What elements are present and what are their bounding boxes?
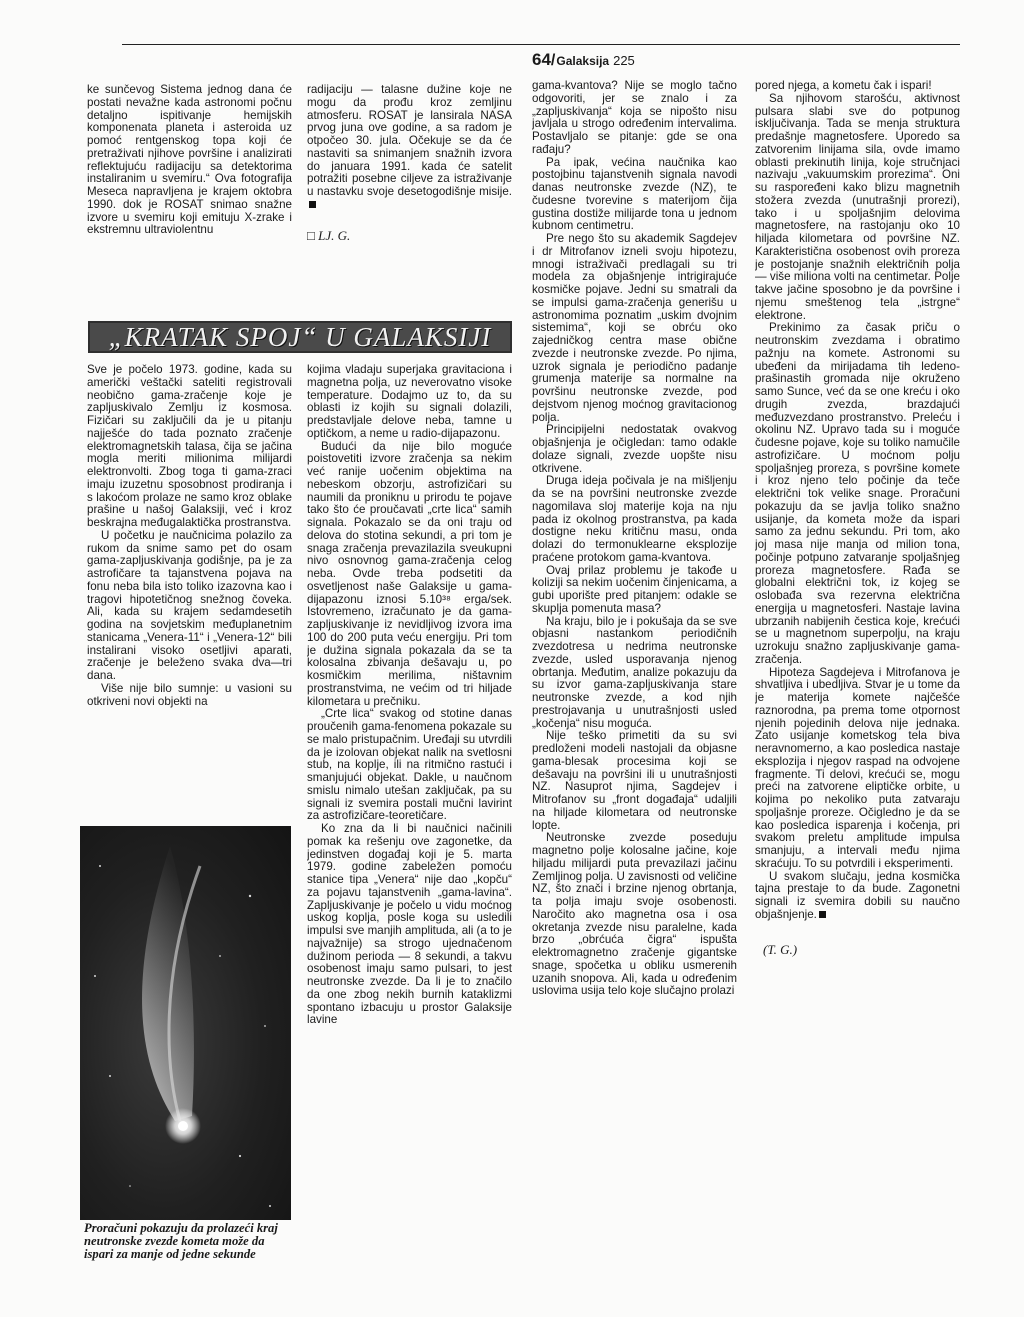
article2-signature: (T. G.)	[763, 941, 798, 957]
paragraph: Pre nego što su akademik Sagdejev i dr Mitrofanov izneli svoju hipotezu, mnogi istraživači predlagali su tri modela za objašnjenje intrigirajuće kosmičke pojave. Jedni su smatrali da se impulsi gama-zračenja generišu u astronomima poznatim „uskim dvojnim sistemima“, koji se obrću oko zajedničkog centra mase obične zvezde i neutronske zvezde. Po njima, uzrok signala je periodično padanje grumenja materije sa normalne na površinu neutronske zvezde, pod dejstvom njenog moćnog gravitacionog polja.	[532, 232, 737, 424]
paragraph: gama-kvantova? Nije se moglo tačno odgovoriti, jer se znalo i za „zapljuskivanja“ koja se nipošto nisu javljala u strogo određenim intervalima. Postavljalo se pitanje: gde se ona rađaju?	[532, 80, 737, 156]
paragraph: Druga ideja počivala je na mišljenju da se na površini neutronske zvezde nagomilava sloj materije koja na nju pada iz okolnog prostranstva, pa kada dostigne neku kritičnu masu, onda dolazi do termonuklearne eksplozije praćene protokom gama-kvantova.	[532, 474, 737, 564]
page-number: 64	[532, 50, 551, 69]
comet-icon	[80, 826, 291, 1220]
article1-col1	[87, 84, 292, 294]
page-header: 64/Galaksija 225	[532, 50, 635, 69]
article1-signature: □ LJ. G.	[307, 227, 351, 243]
photo-caption: Proračuni pokazuju da prolazeći kraj neutronske zvezde kometa može da ispari za manje od jedne sekunde	[84, 1221, 278, 1261]
article1-col2-text: radijaciju — talasne dužine koje ne mogu da prođu kroz zemljinu atmosferu. ROSAT je lansirala NASA prvog juna ove godine, a sa radom je otpočeo 30. jula. Očekuje se da će nastaviti sa snimanjem snažnih izvora do januara 1991. kada će satelit potražiti posebne ciljeve za istraživanje u nastavku svoje desetogodišnje misije.	[307, 84, 512, 212]
article2-col4	[755, 80, 960, 1310]
comet-photo	[80, 826, 291, 1220]
paragraph: Ko zna da li bi naučnici načinili pomak ka rešenju ove zagonetke, da jedinstven događaj koji je 5. marta 1979. godine zabeležen pomoću stanice tipa „Venera“ nije dao „kopču“ za pojavu tajanstvenih „gama-lavina“. Zapljuskivanje je počelo u vidu moćnog uskog koplja, posle koga su usledili impulsi sve manjih amplituda, ali (a to je najvažnije) sa strogo ujednačenom dužinom perioda — 8 sekundi, a takvu osobenost imaju samo pulsari, to jest neutronske zvezde. Da li je to značilo da one zbog nekih burnih kataklizmi spontano izbacuju u prostor Galaksije lavine	[307, 822, 512, 1027]
paragraph: Hipoteza Sagdejeva i Mitrofanova je shvatljiva i ubedljiva. Stvar je u tome da je materija komete najčešće raznorodna, pa prema tome otpornost njenih pojedinih delova nije jednaka. Zato usijanje kometskog tela biva neravnomerno, a kao posledica nastaje eksplozija i njegov raspad na odvojene fragmente. Ti delovi, krećući se, mogu preći na zatvorene eliptičke orbite, u kojima po nekoliko puta zatvaraju spoljašnje proreze. Očigledno je da se kao posledica isparenja i kočenja, pri svakom preletu amplitude impulsa smanjuju, a intervali među njima skraćuju. To su potvrdili i eksperimenti.	[755, 665, 960, 870]
paragraph: Sa njihovom starošću, aktivnost pulsara slabi sve do potpunog isključivanja. Tada se menja struktura predašnje magnetosfere. Uporedo sa zatvorenim linijama sila, ovde imamo oblasti prekinutih linija, koje stručnjaci nazivaju „vakuumskim prorezima“. Oni su raspoređeni kako blizu magnetnih stožera zvezda (unutrašnji prorezi), tako i u spoljašnjim delovima magnetosfere, na rastojanju oko 10 hiljada kilometara od površine NZ. Karakteristična osobenost ovih proreza je postojanje snažnih električnih polja — više miliona volti na centimetar. Polje takve jačine sposobno je da površine i njemu smeštenog tela „istrgne“ elektrone.	[755, 91, 960, 322]
paragraph: U početku je naučnicima polazilo za rukom da snime samo pet do osam gama-zapljuskivanja godišnje, pa je za astrofičare ta tajanstvena pojava na fonu neba bila isto toliko izazovna kao i tragovi hipotetičnog snežnog čoveka. Ali, kada su krajem sedamdesetih godina na sovjetskim međuplanetnim stanicama „Venera-11“ i „Venera-12“ bili instalirani visoko osetljivi aparati, zračenje je beleženo svaka dva—tri dana.	[87, 528, 292, 682]
article-title: „KRATAK SPOJ“ U GALAKSIJI	[108, 321, 492, 352]
article2-col1	[87, 364, 292, 820]
paragraph: Ovaj prilaz problemu je takođe u koliziji sa nekim uočenim činjenicama, a gubi uporište pred pitanjem: odakle se skuplja pomenuta masa?	[532, 563, 737, 615]
paragraph: Na kraju, bilo je i pokušaja da se sve objasni nastankom periodičnih zvezdotresa u nedrima neutronske zvezde, usled usporavanja njenog obrtanja. Međutim, analize pokazuju da su izvor gama-zapljuskivanja stare neutronske zvezde, a kod njih prestrojavanja u unutrašnjosti usled „kočenja“ nisu moguća.	[532, 614, 737, 730]
paragraph: Sve je počelo 1973. godine, kada su američki veštački sateliti registrovali neobično gama-zračenje koje je zapljuskivalo Zemlju iz kosmosa. Fizičari su zaključili da je u pitanju najješće do tada poznato zračenje elektromagnetskih talasa, čija se jačina mogla meriti milionima milijardi elektronvolti. Zbog toga ti gama-zraci imaju izuzetnu sposobnost prodiranja i s lakoćom prolaze ne samo kroz oblake prašine u našoj Galaksiji, već i kroz beskrajna međugalaktička prostranstva.	[87, 364, 292, 529]
article1-col2	[307, 84, 512, 304]
paragraph: Nije teško primetiti da su svi predloženi modeli nastojali da objasne gama-blesak procesima koji se dešavaju na površini ili u unutrašnjosti NZ. Nasuprot njima, Sagdejev i Mitrofanov su „front događaja“ udaljili na hiljade kilometara od neutronske lopte.	[532, 729, 737, 832]
paragraph: Pa ipak, većina naučnika kao postojbinu tajanstvenih signala navodi danas neutronske zvezde (NZ), te čudesne tvorevine s materijom čija gustina dostiže milijarde tona u jednom kubnom centimetru.	[532, 155, 737, 233]
article2-col2	[307, 364, 512, 1304]
paragraph: Budući da nije bilo moguće poistovetiti izvore zračenja sa nekim već ranije uočenim objektima na nebeskom obzorju, astrofizičari su naumili da proniknu u prirodu te pojave tako što će proučavati „crte lica“ samih signala. Pokazalo se da oni traju od delova do stotina sekundi, a pri tom je snaga zračenja prevazilazila sveukupni nivo osnovnog gama-zračenja celog neba. Ovde treba podsetiti da osvetljenost naše Galaksije u gama-dijapazonu iznosi 5.10³⁸ erga/sek. Istovremeno, izračunato je da gama-zapljuskivanje iz nevidljivog izvora ima 100 do 200 puta veću energiju. Pri tom je dužina signala pokazala da se ta kolosalna zbivanja dešavaju u, po kosmičkim merilima, ništavnim prostranstvima, ne većim od tri hiljade kilometara u prečniku.	[307, 439, 512, 708]
header-rule	[122, 44, 960, 45]
paragraph: „Crte lica“ svakog od stotine danas proučenih gama-fenomena pokazale su se malo pristupačnim. Uređaji su utvrdili da je izolovan objekat nalik na svetlosni stub, na koplje, ili na ritmično rastući i smanjujući objekat. Dakle, u naučnom smislu nimalo utešan zaključak, pa su signali iz svemira postali mučni lavirint za astrofizičare-teoretičare.	[307, 707, 512, 823]
paragraph: U svakom slučaju, jedna kosmička tajna prestaje to da bude. Zagonetni signali iz svemira dobili su naučno objašnjenje.	[755, 869, 960, 921]
end-mark-icon	[309, 201, 316, 208]
paragraph: pored njega, a kometu čak i ispari!	[755, 80, 932, 92]
paragraph: Više nije bilo sumnje: u vasioni su otkriveni novi objekti na	[87, 681, 292, 708]
magazine-name: Galaksija	[556, 54, 610, 68]
article-title-banner	[88, 321, 512, 353]
paragraph: kojima vladaju superjaka gravitaciona i magnetna polja, uz neverovatno visoke temperature. Dodajmo uz to, da su oblasti iz kojih su signali dolazili, predstavljale delove neba, tamne u optičkom, a neme u radio-dijapazonu.	[307, 364, 512, 440]
article2-col3	[532, 80, 737, 1306]
paragraph: Neutronske zvezde poseduju magnetno polje kolosalne jačine, koje hiljadu milijardi puta prevazilazi jačinu Zemljinog polja. U zavisnosti od veličine NZ, što znači i brzine njenog obrtanja, ta polja imaju svoje osobenosti. Naročito ako magnetna osa i osa okretanja zvezde nisu paralelne, kada brzo „obrćuća čigra“ ispušta elektromagnetno zračenje gigantske snage, spočetka u obliku usmerenih uzanih snopova. Ali, kada u određenim uslovima usija telo koje slučajno prolazi	[532, 831, 737, 998]
paragraph: Prekinimo za časak priču o neutronskim zvezdama i obratimo pažnju na komete. Astronomi su ubeđeni da mirijadama tih ledeno-prašinastih gromada nije okruženo samo Sunce, već da se one kreću i oko drugih zvezda, brazdajući međuzvezdano prostranstvo. Preleću i okolinu NZ. Upravo tada su i moguće čudesne pojave, koje su toliko namučile astrofizičare. U moćnom polju spoljašnjeg proreza, s površine komete i kroz njeno telo počinje da teče električni tok velike snage. Proračuni pokazuju da se javlja toliko snažno usijanje, da kometa može da ispari samo za jednu sekundu. Pri tom, ako joj masa nije manja od milion tona, počinje potpuno zatvaranje spoljašnjeg proreza magnetosfere. Rađa se globalni električni tok, iz kojeg se oslobađa sva rezervna električna energija u magnetosferi. Nastaje lavina ubrzanih nabijenih čestica koje, krećući se u magnetnom superpolju, na kraju uzrokuju snažno zapljuskivanje gama-zračenja.	[755, 321, 960, 666]
end-mark-icon	[819, 911, 826, 918]
issue-number: 225	[613, 53, 635, 68]
article1-col1-text: ke sunčevog Sistema jednog dana će postati nevažne kada astronomi počnu detaljno ispitivanje hemijskih komponenata planeta i asteroida uz pomoć rentgenskog topa koji će pretraživati njihove površine i analizirati reflektujuću radijaciju sa detektorima instaliranim u svemiru.“ Ova fotografija Meseca napravljena je krajem oktobra 1990. dok je ROSAT snimao snažne izvore u svemiru koji emituju X-zrake i ekstremnu ultraviolentnu	[87, 84, 292, 237]
paragraph: Principijelni nedostatak ovakvog objašnjenja je očigledan: tamo odakle dolaze signali, zvezde uopšte nisu otkrivene.	[532, 423, 737, 475]
